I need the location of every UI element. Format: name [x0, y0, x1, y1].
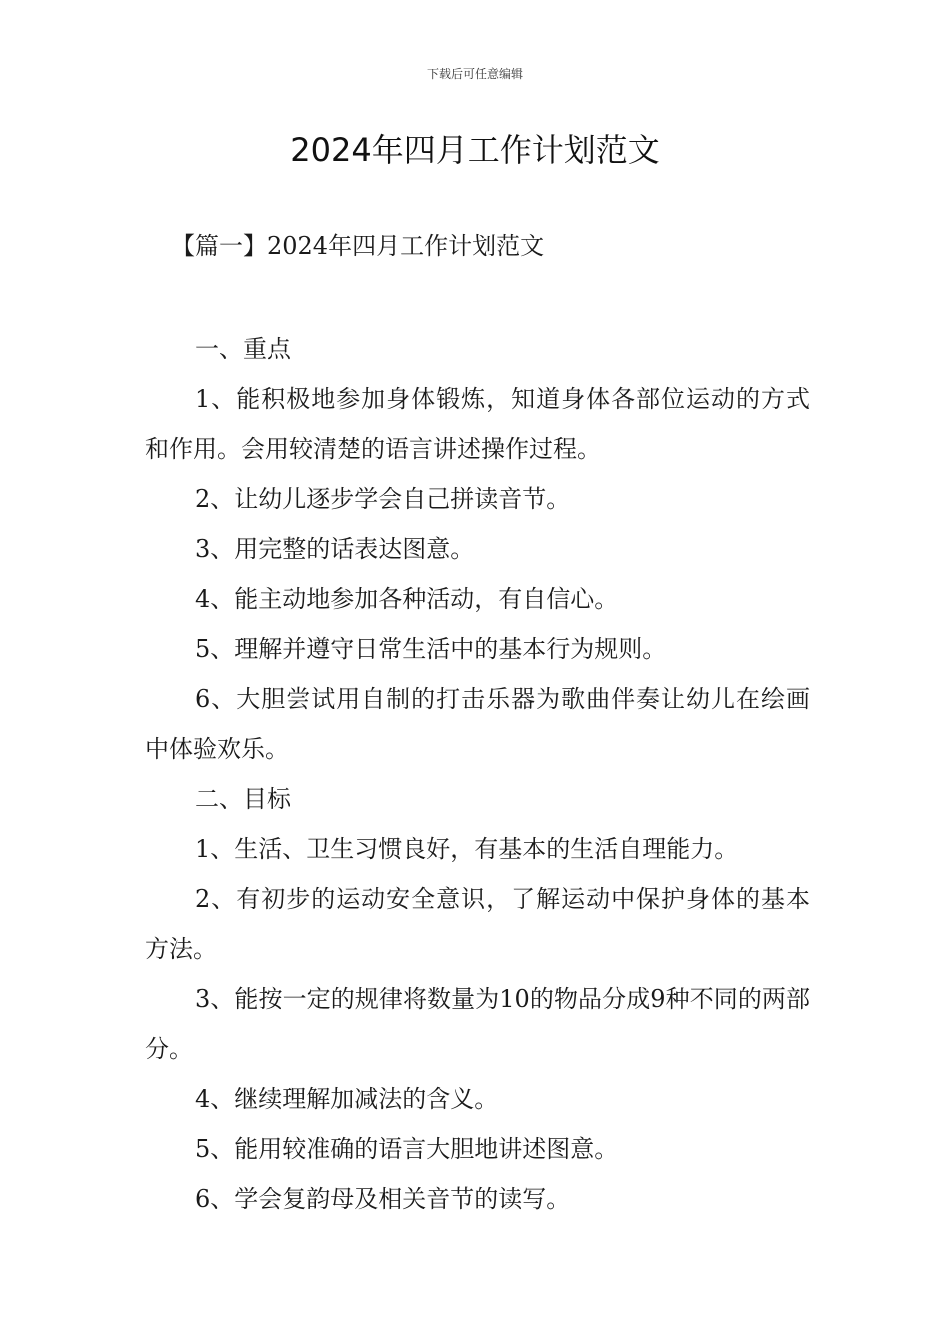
key-point-1: 1、能积极地参加身体锻炼，知道身体各部位运动的方式和作用。会用较清楚的语言讲述操作过程。 [145, 385, 810, 463]
goal-5: 5、能用较准确的语言大胆地讲述图意。 [195, 1135, 619, 1163]
key-point-6: 6、大胆尝试用自制的打击乐器为歌曲伴奏让幼儿在绘画中体验欢乐。 [145, 685, 810, 763]
heading-goals: 二、目标 [195, 785, 291, 813]
key-point-5: 5、理解并遵守日常生活中的基本行为规则。 [195, 635, 667, 663]
key-point-2: 2、让幼儿逐步学会自己拼读音节。 [195, 485, 571, 513]
heading-key-points: 一、重点 [195, 335, 291, 363]
goal-2: 2、有初步的运动安全意识，了解运动中保护身体的基本方法。 [145, 885, 810, 963]
document-body [145, 324, 810, 1224]
goal-4: 4、继续理解加减法的含义。 [195, 1085, 499, 1113]
document-title: 2024年四月工作计划范文 [290, 131, 660, 169]
key-point-4: 4、能主动地参加各种活动，有自信心。 [195, 585, 619, 613]
goal-1: 1、生活、卫生习惯良好，有基本的生活自理能力。 [195, 835, 739, 863]
key-point-3: 3、用完整的话表达图意。 [195, 535, 475, 563]
header-note: 下载后可任意编辑 [426, 67, 523, 81]
goal-6: 6、学会复韵母及相关音节的读写。 [195, 1185, 571, 1213]
section-title: 【篇一】2024年四月工作计划范文 [171, 232, 545, 260]
goal-3: 3、能按一定的规律将数量为10的物品分成9种不同的两部分。 [145, 985, 810, 1063]
